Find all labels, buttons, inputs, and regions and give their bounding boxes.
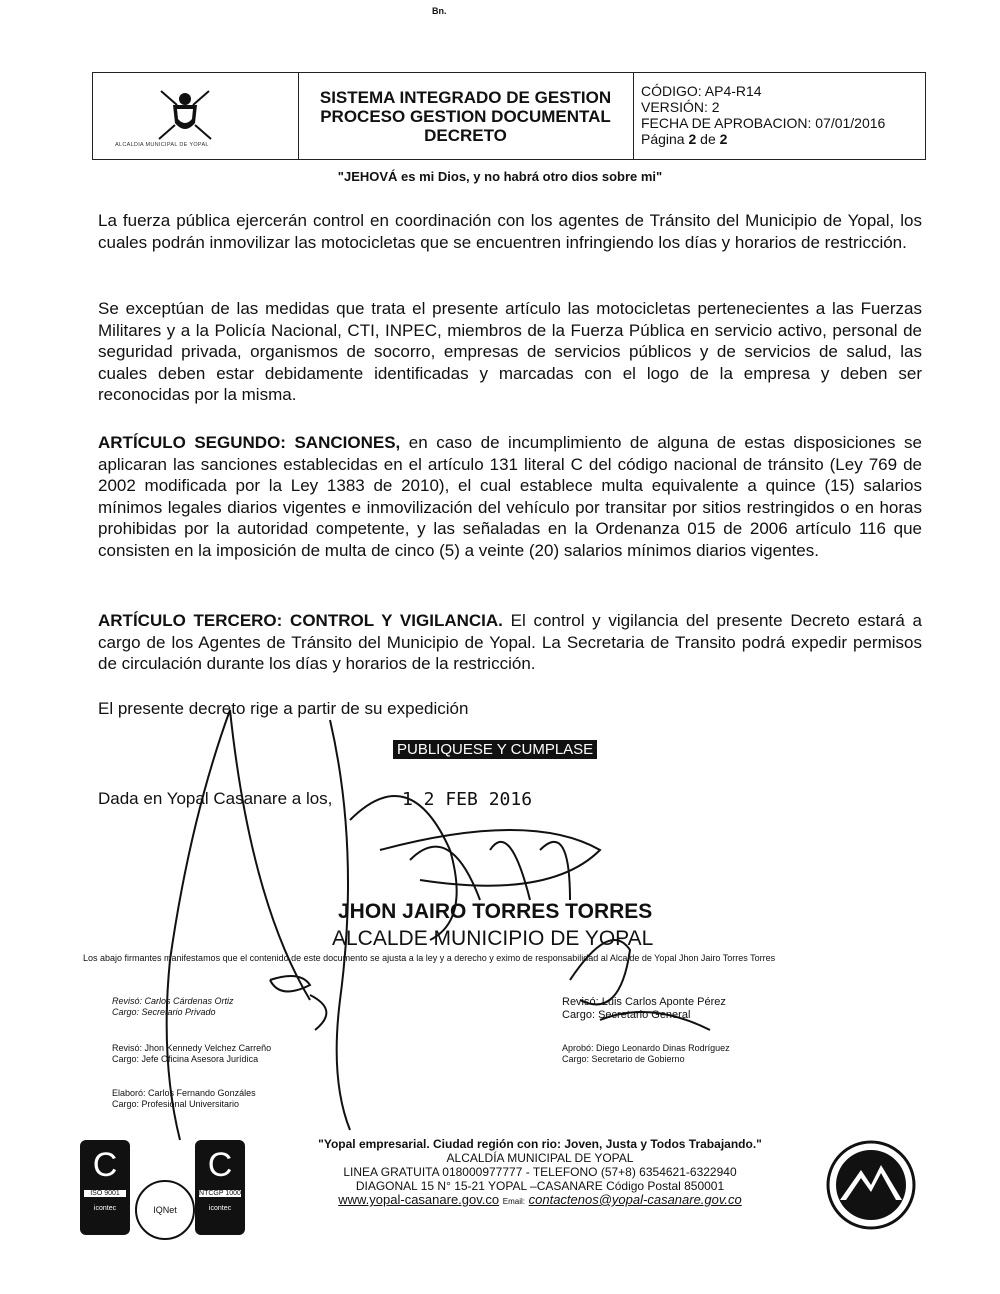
codigo: CÓDIGO: AP4-R14 (641, 83, 762, 99)
reviewer-name: Revisó: Carlos Cárdenas Ortiz (112, 996, 234, 1006)
title-line: PROCESO GESTION DOCUMENTAL (320, 106, 611, 126)
reviewer-right-2 (562, 1043, 730, 1065)
signer-role: ALCALDE MUNICIPIO DE YOPAL (332, 927, 654, 950)
page-mark: Bn. (432, 6, 447, 16)
footer-website-link[interactable]: www.yopal-casanare.gov.co (338, 1192, 500, 1207)
articulo-tercero-title: ARTÍCULO TERCERO: CONTROL Y VIGILANCIA. (98, 611, 503, 630)
paragraph-2: Se exceptúan de las medidas que trata el presente artículo las motocicletas pertenecientes a las Fuerzas Militares y a la Policía Nacional, CTI, INPEC, miembros de la Fuerza Pública en servicio activo, personal de seguridad privada, organismos de socorro, empresas de servicios públicos y de servicios de salud, las cuales deben estar debidamente identificadas y marcadas con el logo de la empresa y deben ser reconocidas por la misma. (98, 299, 922, 405)
ntcgp-1000-badge (195, 1140, 245, 1235)
pagina-total: 2 (719, 131, 728, 147)
paragraph-1: La fuerza pública ejercerán control en coordinación con los agentes de Tránsito del Municipio de Yopal, los cuales podrán inmovilizar las motocicletas que se encuentren infringiendo los días y horarios de restricción. (98, 211, 922, 252)
pagina-num: 2 (688, 131, 697, 147)
signer-name: JHON JAIRO TORRES TORRES (338, 900, 653, 923)
motto: "JEHOVÁ es mi Dios, y no habrá otro dios sobre mi" (337, 169, 663, 184)
cert-code: NTCGP 1000 (199, 1190, 241, 1197)
footer-phones: LINEA GRATUITA 018000977777 - TELEFONO (57+8) 6354621-6322940 (343, 1165, 737, 1179)
reviewer-left-2 (112, 1043, 271, 1065)
logo-caption: ALCALDIA MUNICIPAL DE YOPAL (115, 142, 209, 148)
reviewer-role: Cargo: Secretario General (562, 1009, 691, 1021)
cert-code: IQNet (153, 1205, 177, 1215)
reviewer-name: Aprobó: Diego Leonardo Dinas Rodríguez (562, 1043, 730, 1053)
pagina (641, 131, 885, 147)
reviewer-name: Revisó: Luis Carlos Aponte Pérez (562, 996, 726, 1008)
footer-entity: ALCALDÍA MUNICIPAL DE YOPAL (446, 1151, 634, 1165)
logo-cell (93, 73, 299, 159)
iso-9001-badge (80, 1140, 130, 1235)
footer (290, 1137, 790, 1209)
footer-address: DIAGONAL 15 N° 15-21 YOPAL –CASANARE Código Postal 850001 (355, 1179, 725, 1193)
cert-org: icontec (93, 1205, 117, 1212)
articulo-segundo-title: ARTÍCULO SEGUNDO: SANCIONES, (98, 433, 401, 452)
responsibility-statement: Los abajo firmantes manifestamos que el contenido de este documento se ajusta a la ley y a derecho y eximo de responsabilidad al Alcalde de Yopal Jhon Jairo Torres Torres (83, 953, 776, 963)
reviewer-role: Cargo: Secretario Privado (112, 1007, 216, 1017)
footer-email-link[interactable]: contactenos@yopal-casanare.gov.co (528, 1192, 742, 1207)
reviewer-role: Cargo: Jefe Oficina Asesora Jurídica (112, 1054, 259, 1064)
reviewer-name: Revisó: Jhon Kennedy Velchez Carreño (112, 1043, 272, 1053)
cert-org: icontec (208, 1205, 232, 1212)
footer-email-label: Email: (502, 1197, 525, 1206)
articulo-segundo-text: en caso de incumplimiento de alguna de estas disposiciones se aplicaran las sanciones establecidas en el artículo 131 literal C del código nacional de tránsito (Ley 769 de 2002 modificada por la Ley 1383 de 2010), el cual establece multa equivalente a quince (15) salarios mínimos legales diarios vigentes e inmovilización del vehículo por transitar por sitios restringidos o en horas prohibidas por la autoridad competente, y las señaladas en la Ordenanza 015 de 2006 artículo 116 que consisten en la imposición de multa de cinco (5) a veinte (20) salarios mínimos diarios vigentes. (98, 433, 922, 560)
title-line: SISTEMA INTEGRADO DE GESTION (319, 87, 612, 107)
pagina-prefix: Página (641, 131, 689, 147)
dada-text: Dada en Yopal Casanare a los, (98, 789, 333, 808)
document-header (92, 72, 926, 160)
reviewer-role: Cargo: Secretario de Gobierno (562, 1054, 685, 1064)
header-title (298, 73, 634, 159)
articulo-segundo (98, 432, 922, 562)
iqnet-seal (135, 1180, 195, 1240)
title-line: DECRETO (424, 125, 507, 145)
reviewer-name: Elaboró: Carlos Fernando Gonzáles (112, 1088, 256, 1098)
fecha-sello: 1 2 FEB 2016 (402, 789, 533, 810)
publiquese-stamp: PUBLIQUESE Y CUMPLASE (393, 740, 597, 759)
articulo-tercero (98, 610, 922, 675)
reviewer-left-3 (112, 1088, 256, 1110)
municipal-emblem-icon (826, 1140, 916, 1230)
version: VERSIÓN: 2 (641, 99, 720, 115)
fecha-aprobacion: FECHA DE APROBACION: 07/01/2016 (641, 115, 886, 131)
icontec-c-icon: C (207, 1146, 233, 1184)
reviewer-role: Cargo: Profesional Universitario (112, 1099, 240, 1109)
header-meta (641, 83, 885, 147)
icontec-c-icon: C (92, 1146, 118, 1184)
cert-code: ISO 9001 (84, 1190, 126, 1197)
reviewer-right-1 (562, 996, 726, 1022)
pagina-mid: de (696, 131, 720, 147)
footer-slogan: "Yopal empresarial. Ciudad región con rio: Joven, Justa y Todos Trabajando." (318, 1137, 762, 1151)
reviewer-left-1 (112, 996, 234, 1018)
municipal-shield-icon (155, 83, 215, 141)
articulo-tercero-text: El control y vigilancia del presente Decreto estará a cargo de los Agentes de Tránsito del Municipio de Yopal. La Secretaria de Transito podrá expedir permisos de circulación durante los días y horarios de la restricción. (98, 611, 922, 674)
rige-text: El presente decreto rige a partir de su expedición (98, 699, 469, 718)
